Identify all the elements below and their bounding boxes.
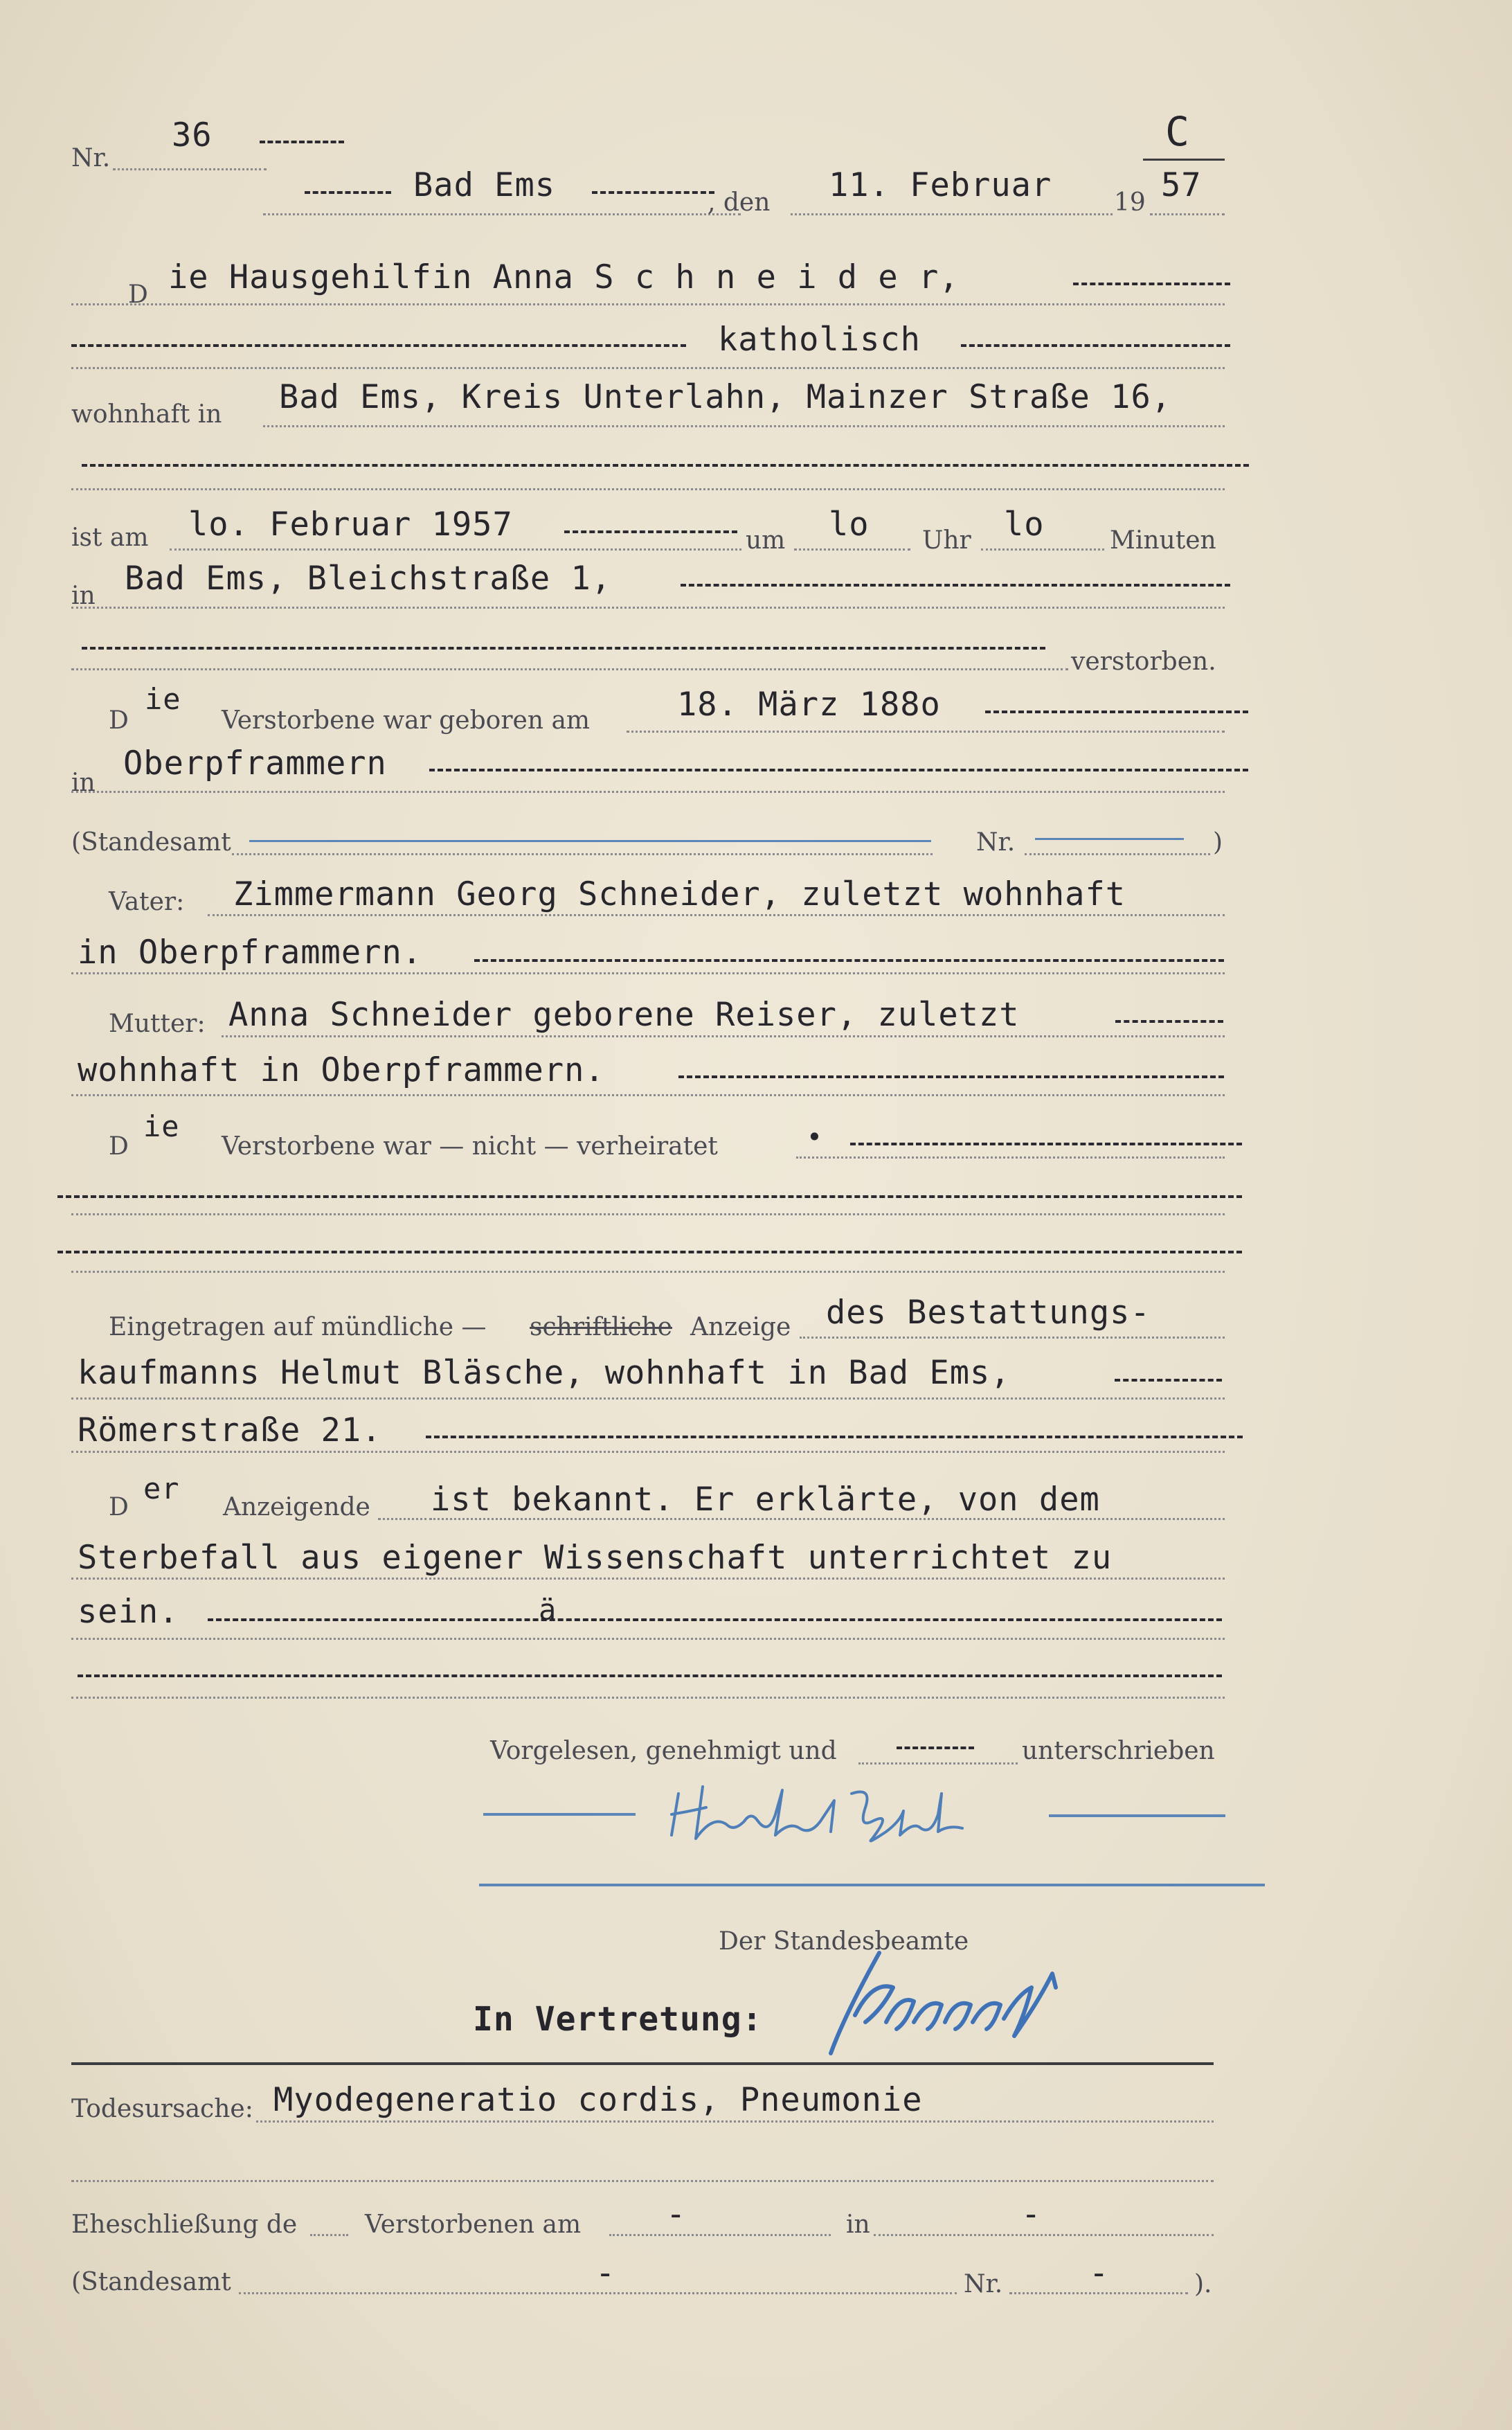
year-dotted-line (1150, 213, 1225, 215)
marital-continuation-dotted-1 (71, 1213, 1225, 1215)
death-date-dotted (170, 548, 741, 551)
marriage-place-dash: - (1021, 2195, 1042, 2233)
person-address: Bad Ems, Kreis Unterlahn, Mainzer Straße 16, (279, 378, 1172, 416)
marital-label: Verstorbene war — nicht — verheiratet (222, 1132, 718, 1161)
marital-dotted (796, 1156, 1225, 1159)
registrar-signature (817, 1932, 1066, 2064)
marital-continuation-dash-2 (57, 1251, 1242, 1253)
standesbeamte-label: Der Standesbeamte (719, 1927, 969, 1956)
marriage-standesamt-dotted (239, 2292, 957, 2294)
religion-dotted (71, 367, 1225, 369)
informant-line3-dash (208, 1618, 1222, 1621)
informant-label-dotted (378, 1518, 432, 1520)
marriage-nr-dotted (1009, 2292, 1188, 2294)
informant-line2-dotted (71, 1578, 1225, 1580)
vertretung-label: In Vertretung: (473, 2000, 763, 2039)
informant-line1: ist bekannt. Er erklärte, von dem (431, 1481, 1100, 1519)
death-continuation-dash (82, 647, 1045, 650)
birth-place-dash (429, 769, 1248, 771)
death-place-dash (681, 584, 1230, 587)
person-d-prefix: D (128, 280, 148, 309)
address-continuation-dotted (71, 488, 1225, 490)
marriage-date-dotted (609, 2234, 831, 2236)
vorgelesen-dash (897, 1746, 974, 1749)
birth-date: 18. März 188o (677, 686, 941, 724)
report-line2-dash (1115, 1379, 1222, 1382)
person-name-line: ie Hausgehilfin Anna S c h n e i d e r, (168, 258, 960, 296)
todesursache-value: Myodegeneratio cordis, Pneumonie (273, 2081, 923, 2119)
vater-line1-dotted (208, 914, 1225, 916)
birth-place-dotted (71, 791, 1225, 793)
signature-line-right (1049, 1814, 1225, 1817)
place-dash-right (592, 191, 714, 194)
marital-dash (850, 1143, 1242, 1145)
mutter-line1-dash (1115, 1020, 1223, 1023)
person-religion: katholisch (718, 321, 921, 359)
informant-continuation-dotted (71, 1697, 1225, 1699)
death-continuation-dotted (71, 668, 1068, 670)
c-letter: C (1165, 108, 1190, 155)
informant-mark: ä (539, 1593, 557, 1627)
report-label-start: Eingetragen auf mündliche — (109, 1313, 487, 1341)
informant-label: Anzeigende (223, 1493, 370, 1521)
vorgelesen-label: Vorgelesen, genehmigt und (490, 1737, 837, 1765)
informant-line2: Sterbefall aus eigener Wissenschaft unterrichtet zu (78, 1539, 1113, 1577)
informant-line3: sein. (78, 1593, 179, 1631)
death-date-dash (564, 530, 737, 533)
birth-nr-blue-line (1035, 838, 1184, 840)
death-date: lo. Februar 1957 (188, 506, 513, 544)
mutter-line1-dotted (222, 1035, 1225, 1037)
address-dotted (263, 425, 1225, 427)
birth-standesamt-blue-line (249, 840, 931, 842)
den-label: , den (708, 188, 771, 217)
marital-d-suffix: ie (143, 1109, 180, 1143)
mutter-line1: Anna Schneider geborene Reiser, zuletzt (228, 996, 1020, 1034)
c-underline (1143, 159, 1225, 161)
religion-dash-right (961, 344, 1230, 347)
marriage-place-dotted (874, 2234, 1214, 2236)
uhr-label: Uhr (922, 526, 971, 555)
marriage-standesamt-label: (Standesamt (71, 2268, 231, 2296)
marital-continuation-dash-1 (57, 1195, 1242, 1198)
place-dotted-line (263, 213, 741, 215)
vater-line1: Zimmermann Georg Schneider, zuletzt wohnhaft (233, 875, 1126, 913)
death-place: Bad Ems, Bleichstraße 1, (125, 560, 612, 598)
birth-d-prefix: D (109, 706, 129, 735)
signature-section-rule (71, 2062, 1214, 2065)
marriage-date-dash: - (666, 2195, 687, 2233)
nr-dash (260, 141, 344, 143)
todesursache-label: Todesursache: (71, 2095, 253, 2123)
birth-d-suffix: ie (145, 682, 181, 716)
nr-value: 36 (172, 116, 213, 154)
vater-line2-dotted (71, 972, 1225, 974)
person-name-dotted (71, 303, 1225, 305)
date-dotted-line (791, 213, 1113, 215)
marriage-nr-label: Nr. (964, 2270, 1003, 2298)
religion-dash-left (71, 344, 686, 347)
vater-label: Vater: (109, 888, 185, 916)
address-continuation-dash (82, 464, 1249, 467)
nr-label: Nr. (71, 144, 111, 172)
birth-label: Verstorbene war geboren am (222, 706, 591, 735)
birth-standesamt-label: (Standesamt (71, 828, 231, 857)
marriage-nr-dash: - (1089, 2254, 1110, 2292)
report-line3: Römerstraße 21. (78, 1411, 382, 1449)
report-line1-dotted (800, 1337, 1225, 1339)
death-hour: lo (829, 506, 870, 544)
person-name-dash (1073, 283, 1230, 285)
eheschliessung-label-a: Eheschließung de (71, 2210, 298, 2239)
year-prefix: 19 (1114, 188, 1146, 217)
eheschliessung-de-dotted (310, 2234, 348, 2236)
informant-signature (665, 1773, 983, 1849)
birth-close: ) (1213, 828, 1223, 857)
vater-line2: in Oberpframmern. (78, 933, 423, 972)
report-line3-dotted (71, 1451, 1225, 1453)
mutter-line2: wohnhaft in Oberpframmern. (78, 1051, 605, 1089)
header-date: 11. Februar (829, 166, 1052, 204)
report-line3-dash (426, 1436, 1243, 1438)
marriage-close: ). (1194, 2270, 1212, 2298)
marital-mark: • (807, 1122, 823, 1152)
minuten-label: Minuten (1110, 526, 1216, 555)
death-in-label: in (71, 582, 96, 610)
mutter-line2-dotted (71, 1094, 1225, 1096)
informant-d-prefix: D (109, 1493, 129, 1521)
informant-line1-dotted (429, 1518, 1225, 1520)
mutter-line2-dash (678, 1075, 1224, 1078)
um-label: um (746, 526, 786, 555)
birth-place: Oberpframmern (123, 744, 387, 783)
report-line1: des Bestattungs- (826, 1294, 1151, 1332)
birth-in-label: in (71, 769, 96, 797)
header-place: Bad Ems (413, 166, 556, 204)
informant-line3-dotted (71, 1638, 1225, 1640)
vorgelesen-dotted (858, 1762, 1018, 1765)
birth-standesamt-dotted (232, 853, 933, 855)
signature-line-left (483, 1813, 636, 1816)
todesursache-dotted (256, 2120, 1214, 2123)
birth-nr-label: Nr. (976, 828, 1016, 857)
birth-date-dotted (627, 731, 1225, 733)
vater-line2-dash (474, 959, 1224, 962)
death-place-dotted (71, 607, 1225, 609)
hour-dotted (794, 548, 910, 551)
nr-dotted-line (113, 168, 267, 170)
verstorben-label: verstorben. (1071, 647, 1216, 676)
death-minutes: lo (1004, 506, 1045, 544)
marriage-standesamt-dash: - (595, 2254, 616, 2292)
eheschliessung-label-b: Verstorbenen am (365, 2210, 582, 2239)
informant-continuation-dash (78, 1674, 1222, 1677)
report-struck-word: schriftliche (530, 1313, 673, 1341)
marriage-in-label: in (846, 2210, 870, 2239)
minutes-dotted (981, 548, 1104, 551)
informant-d-suffix: er (143, 1472, 180, 1506)
marital-d-prefix: D (109, 1132, 129, 1161)
unterschrieben-label: unterschrieben (1022, 1737, 1215, 1765)
report-label-end: Anzeige (690, 1313, 791, 1341)
marital-continuation-dotted-2 (71, 1271, 1225, 1273)
year-suffix: 57 (1161, 166, 1202, 204)
todesursache-continuation-dotted (71, 2180, 1214, 2182)
ist-am-label: ist am (71, 524, 149, 552)
wohnhaft-label: wohnhaft in (71, 400, 222, 429)
report-line2-dotted (71, 1397, 1225, 1400)
place-dash-left (305, 191, 391, 194)
report-line2: kaufmanns Helmut Bläsche, wohnhaft in Bad Ems, (78, 1354, 1011, 1392)
signature-long-line (479, 1884, 1265, 1886)
birth-date-dash (985, 711, 1248, 713)
mutter-label: Mutter: (109, 1010, 206, 1038)
birth-nr-dotted (1025, 853, 1210, 855)
